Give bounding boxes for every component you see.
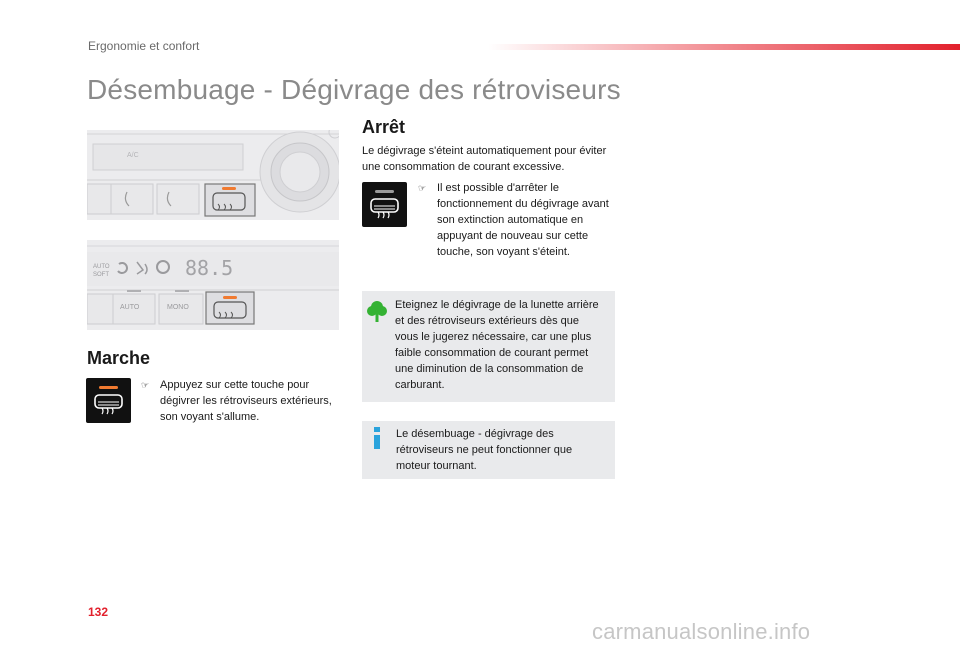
control-panel-drawing bbox=[87, 130, 339, 220]
eco-tree-icon bbox=[367, 299, 387, 323]
soft-label: SOFT bbox=[93, 272, 109, 278]
bullet-marker: ☞ bbox=[141, 380, 150, 390]
auto-soft-label: AUTO bbox=[93, 264, 110, 270]
info-note-text: Le désembuage - dégivrage des rétroviseurs ne peut fonctionner que moteur tournant. bbox=[396, 428, 573, 472]
header-accent-bar bbox=[488, 44, 960, 50]
control-panel-illustration-1 bbox=[87, 130, 339, 220]
arret-heading: Arrêt bbox=[362, 117, 406, 137]
control-panel-drawing-2 bbox=[87, 240, 339, 330]
mono-button-label: MONO bbox=[167, 304, 189, 311]
page-title: Désembuage - Dégivrage des rétroviseurs bbox=[87, 74, 621, 105]
bullet-marker: ☞ bbox=[418, 183, 427, 193]
indicator-led-off bbox=[375, 190, 394, 193]
marche-heading: Marche bbox=[87, 348, 151, 368]
watermark: carmanualsonline.info bbox=[592, 619, 811, 644]
marche-instruction: Appuyez sur cette touche pour dégivrer les rétroviseurs extérieurs, son voyant s'allume. bbox=[160, 379, 332, 423]
mirror-defrost-icon bbox=[94, 394, 123, 416]
auto-button-label: AUTO bbox=[120, 304, 140, 311]
eco-tip-text: Eteignez le dégivrage de la lunette arrière et des rétroviseurs extérieurs dès que vous le jugerez nécessaire, car une plus faible consommation de courant permet une diminution de la consommation de carburant. bbox=[395, 299, 599, 391]
section-label: Ergonomie et confort bbox=[88, 39, 200, 53]
control-panel-illustration-2 bbox=[87, 240, 339, 330]
page-number: 132 bbox=[88, 605, 109, 619]
defrost-button-on-icon bbox=[86, 378, 131, 423]
indicator-led-on bbox=[99, 386, 118, 389]
info-icon bbox=[372, 427, 382, 449]
info-note-box bbox=[362, 421, 615, 479]
temperature-display: 88.5 bbox=[185, 256, 234, 280]
mirror-defrost-icon bbox=[370, 198, 399, 220]
defrost-button-off-icon bbox=[362, 182, 407, 227]
eco-tip-box bbox=[362, 291, 615, 402]
arret-intro: Le dégivrage s'éteint automatiquement pour éviter une consommation de courant excessive. bbox=[362, 145, 607, 173]
arret-instruction: Il est possible d'arrêter le fonctionnement du dégivrage avant son extinction automatique en appuyant de nouveau sur cette touche, son voyant s'éteint. bbox=[437, 182, 609, 258]
ac-label: A/C bbox=[127, 152, 139, 159]
